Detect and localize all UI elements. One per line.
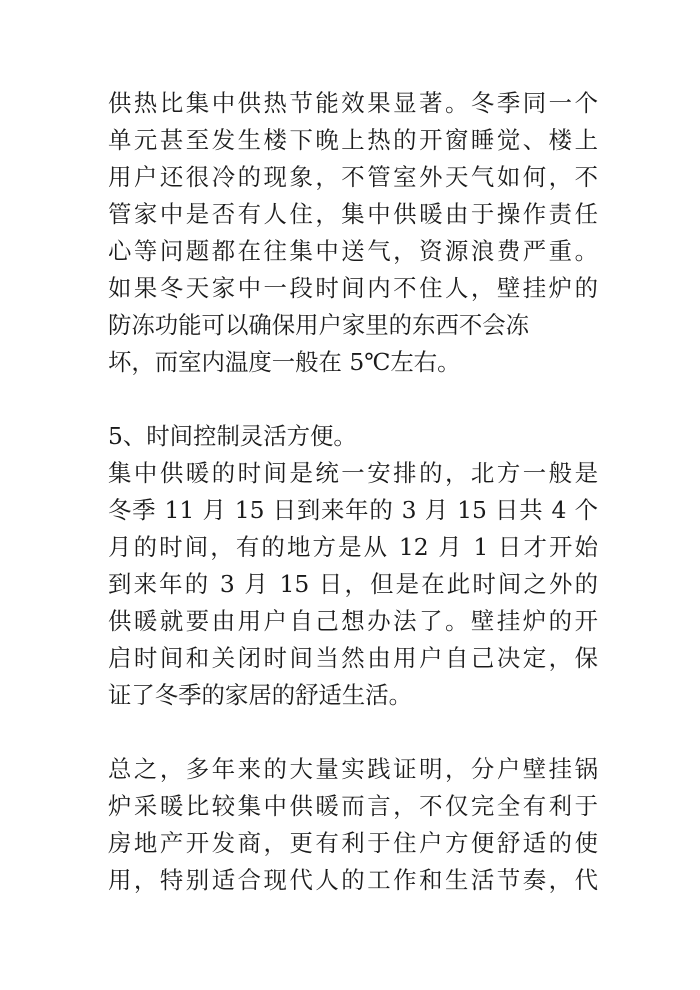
text-line: 证了冬季的家居的舒适生活。 bbox=[108, 681, 413, 709]
text-line: 启时间和关闭时间当然由用户自己决定，保 bbox=[108, 644, 598, 672]
text-line: 冬季 11 月 15 日到来年的 3 月 15 日共 4 个 bbox=[108, 496, 598, 524]
text-line: 总之，多年来的大量实践证明，分户壁挂锅 bbox=[108, 755, 598, 783]
text-line: 用户还很冷的现象，不管室外天气如何，不 bbox=[108, 163, 598, 191]
text-line: 用，特别适合现代人的工作和生活节奏，代 bbox=[108, 866, 598, 894]
text-line: 炉采暖比较集中供暖而言，不仅完全有利于 bbox=[108, 792, 598, 820]
text-line: 供暖就要由用户自己想办法了。壁挂炉的开 bbox=[108, 607, 598, 635]
text-line: 心等问题都在往集中送气，资源浪费严重。 bbox=[108, 237, 598, 265]
text-line: 集中供暖的时间是统一安排的，北方一般是 bbox=[108, 459, 598, 487]
text-line: 房地产开发商，更有利于住户方便舒适的使 bbox=[108, 829, 598, 857]
text-line: 供热比集中供热节能效果显著。冬季同一个 bbox=[108, 89, 598, 117]
text-line: 如果冬天家中一段时间内不住人，壁挂炉的 bbox=[108, 274, 598, 302]
text-line: 防冻功能可以确保用户家里的东西不会冻 bbox=[108, 311, 530, 339]
text-line: 单元甚至发生楼下晚上热的开窗睡觉、楼上 bbox=[108, 126, 598, 154]
section-heading: 5、时间控制灵活方便。 bbox=[108, 422, 357, 450]
text-line: 坏，而室内温度一般在 5℃左右。 bbox=[108, 348, 461, 376]
text-line: 到来年的 3 月 15 日，但是在此时间之外的 bbox=[108, 570, 598, 598]
text-line: 管家中是否有人住，集中供暖由于操作责任 bbox=[108, 200, 598, 228]
text-line: 月的时间，有的地方是从 12 月 1 日才开始 bbox=[108, 533, 598, 561]
